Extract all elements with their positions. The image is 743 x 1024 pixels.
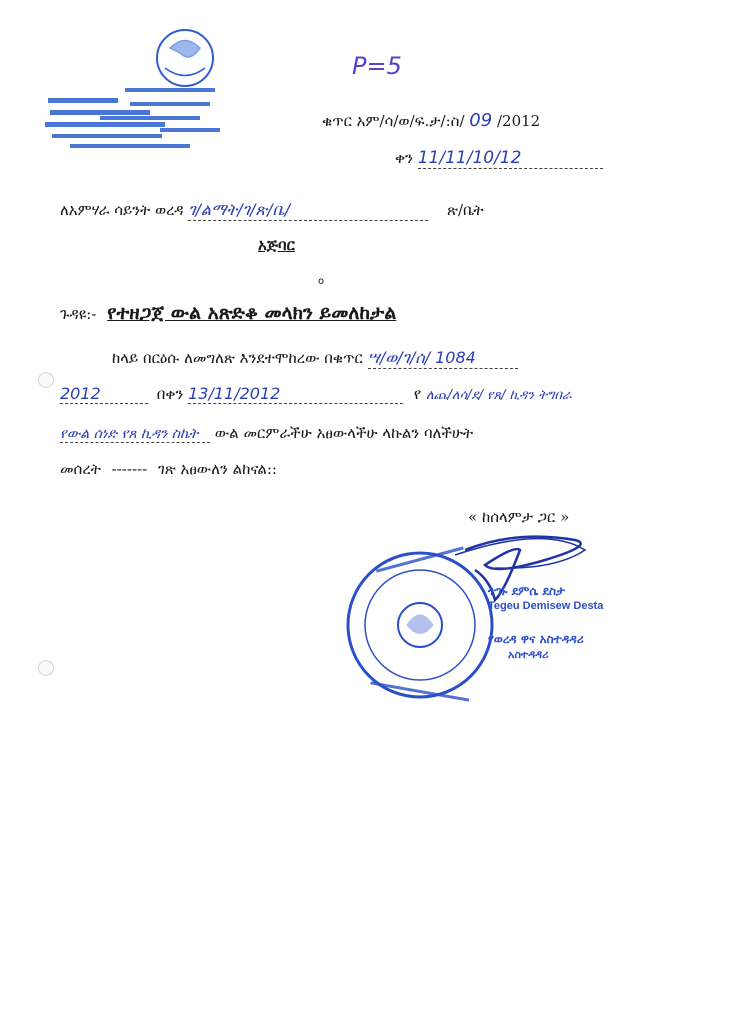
office-logo-stamp: [40, 18, 240, 158]
page-mark: P=5: [352, 52, 402, 80]
handwritten-ref: ሣ/ወ/ገ/ሰ/ 1084: [368, 348, 518, 369]
body-line-4: [60, 460, 277, 478]
bullet-mark: o: [318, 276, 325, 287]
handwritten-text: የውል ሰነድ የጸ ኪዳን ስኬት: [60, 426, 210, 443]
reference-line: [322, 110, 540, 131]
ref-year: /2012: [496, 112, 541, 130]
body-text: ከላይ በርዕሱ ለመግለጽ እንደተሞከረው በቁጥር: [112, 349, 363, 367]
body-line-1: [112, 348, 518, 369]
body-text: የ: [413, 385, 422, 403]
body-text: በቀን: [156, 385, 184, 403]
to-value: ገ/ልማት/ገ/ጽ/ቤ/: [188, 200, 428, 221]
signer-name-latin: Tegeu Demisew Desta: [488, 600, 604, 612]
recipient-line: [60, 200, 484, 221]
body-line-3: [60, 424, 473, 443]
subject-label: ጉዳዩ:-: [60, 305, 97, 323]
body-text: መሰረት: [60, 460, 101, 478]
ref-label: ቁጥር አም/ሳ/ወ/ፍ.ታ/:ስ/: [322, 112, 465, 130]
punch-hole: [38, 372, 54, 388]
signer-title-2: አስተዳዳሪ: [508, 648, 549, 661]
subject-text: የተዘጋጀ ውል አጽድቆ መላክን ይመለከታል: [107, 302, 397, 324]
official-seal-stamp: [345, 530, 645, 730]
signer-title: የወረዳ ዋና አስተዳዳሪ: [488, 632, 584, 646]
body-dashes: -------: [111, 460, 148, 478]
handwritten-date: 13/11/2012: [188, 384, 403, 404]
to-label: ለአምሃራ ሳይንት ወረዳ: [60, 201, 184, 219]
body-text: ውል መርምራችሁ አፀውላችሁ ላኩልን ባለችሁት: [214, 424, 474, 442]
handwritten-year: 2012: [60, 384, 148, 404]
handwritten-text: ለጨ/ለሳ/ደ/ የጸ/ ኪዳን ትግበራ: [425, 388, 572, 403]
body-text: ገጽ አፀውለን ልከናል::: [157, 460, 277, 478]
subject-line: [60, 302, 396, 324]
date-value: 11/11/10/12: [418, 148, 603, 169]
date-label: ቀን: [395, 149, 413, 167]
closing-greeting: « ከሰላምታ ጋር »: [468, 508, 570, 526]
body-line-2: [60, 384, 571, 404]
ref-number: 09: [469, 110, 493, 131]
date-line: [395, 148, 603, 169]
office-suffix: ጽ/ቤት: [447, 201, 484, 219]
signer-name-amharic: ተገኑ ደምሴ ደስታ: [488, 584, 566, 598]
punch-hole: [38, 660, 54, 676]
recipient-city: አጅባር: [258, 236, 295, 254]
